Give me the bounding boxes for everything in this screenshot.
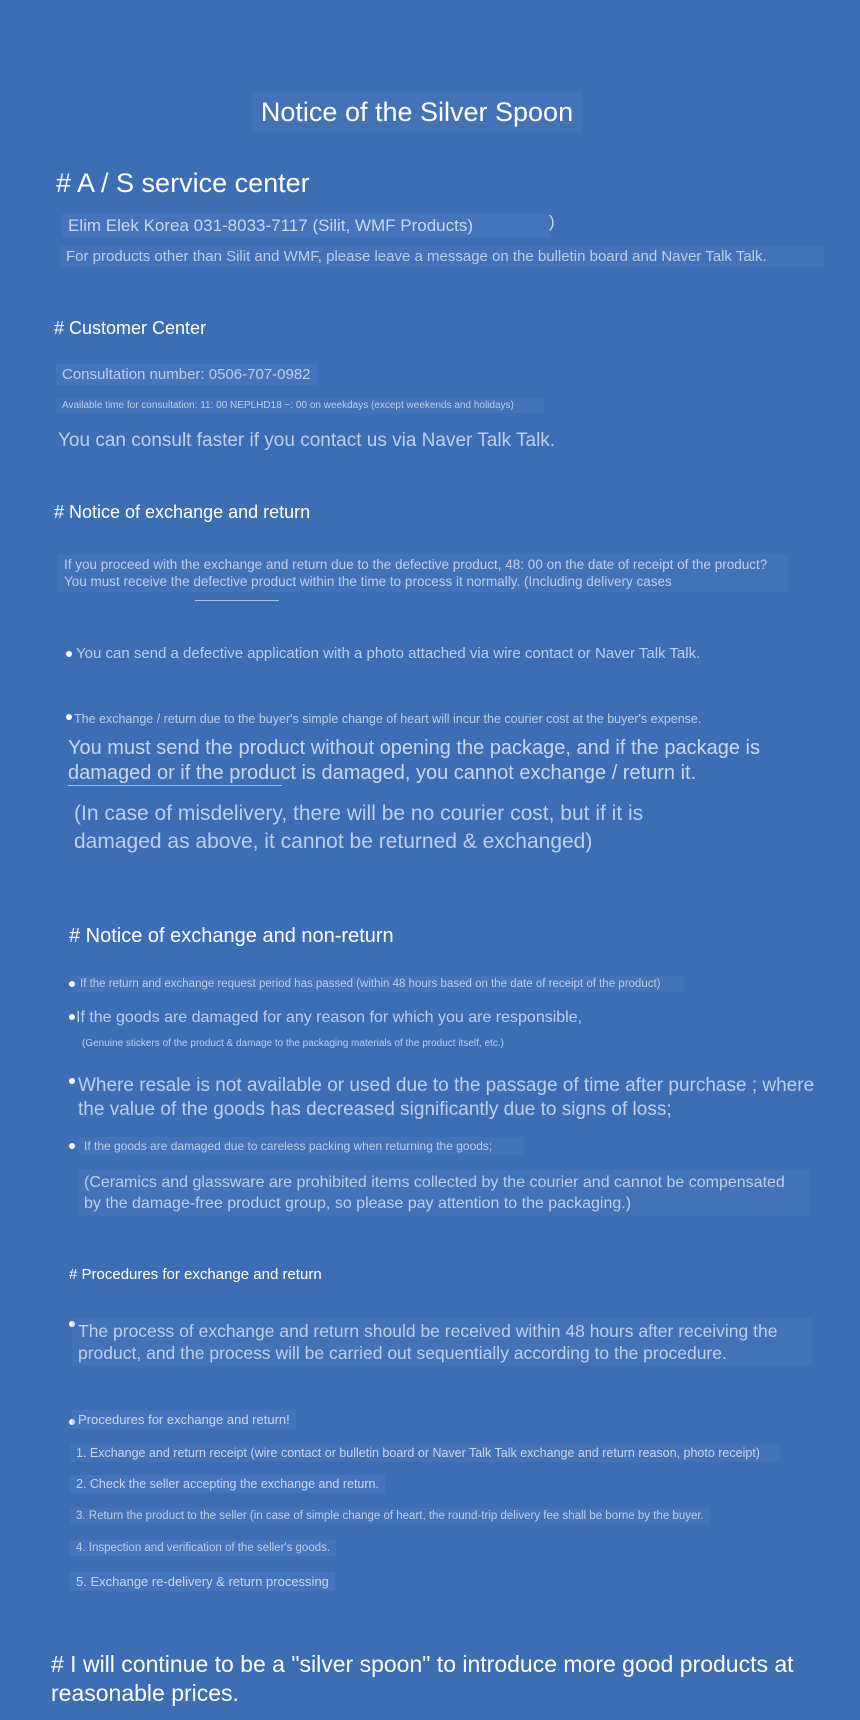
bullet-icon <box>69 1143 75 1149</box>
non-return-heading: # Notice of exchange and non-return <box>69 925 394 947</box>
procedure-step: 4. Inspection and verification of the seller's goods. <box>70 1540 336 1556</box>
page-title: Notice of the Silver Spoon <box>252 92 582 132</box>
procedures-intro: The process of exchange and return should be received within 48 hours after receiving the product, and the process will be carried out sequentially according to the procedure. <box>72 1318 812 1366</box>
non-return-item-resale: Where resale is not available or used due to the passage of time after purchase ; where the value of the goods has decreased significantly due to signs of loss; <box>78 1075 815 1120</box>
procedure-step: 5. Exchange re-delivery & return processing <box>70 1572 335 1591</box>
procedure-step: 1. Exchange and return receipt (wire contact or bulletin board or Naver Talk Talk exchange and return reason, photo receipt) <box>70 1444 780 1462</box>
non-return-item-packing-note: (Ceramics and glassware are prohibited items collected by the courier and cannot be compensated by the damage-free product group, so please pay attention to the packaging.) <box>78 1170 810 1216</box>
procedure-step: 2. Check the seller accepting the exchange and return. <box>70 1475 385 1493</box>
exchange-return-heading: # Notice of exchange and return <box>54 502 311 522</box>
warning-underline <box>68 785 282 786</box>
as-center-heading: # A / S service center <box>56 168 310 198</box>
non-return-item-damaged: If the goods are damaged for any reason for which you are responsible, <box>76 1009 583 1026</box>
as-center-note: For products other than Silit and WMF, please leave a message on the bulletin board and Naver Talk Talk. <box>60 246 824 267</box>
bullet-icon <box>69 1078 75 1084</box>
as-center-phone: Elim Elek Korea 031-8033-7117 (Silit, WMF Products) <box>62 214 550 238</box>
paragraph-underline <box>195 600 279 601</box>
exchange-bullet-photo: You can send a defective application with a photo attached via wire contact or Naver Talk Talk. <box>76 645 701 662</box>
exchange-warning: You must send the product without opening the package, and if the package is damaged or if the product is damaged, you cannot exchange / return it. <box>68 737 760 784</box>
bullet-icon <box>66 651 72 657</box>
exchange-bullet-change-of-heart: The exchange / return due to the buyer's simple change of heart will incur the courier cost at the buyer's expense. <box>74 712 702 726</box>
closing-statement: # I will continue to be a "silver spoon" to introduce more good products at reasonable prices. <box>51 1651 794 1706</box>
non-return-item-packing: If the goods are damaged due to careless packing when returning the goods; <box>78 1137 524 1155</box>
misdelivery-note: (In case of misdelivery, there will be no courier cost, but if it is damaged as above, it cannot be returned & exchanged) <box>74 802 644 853</box>
non-return-item-damaged-note: (Genuine stickers of the product & damage to the packaging materials of the product itself, etc.) <box>82 1038 504 1049</box>
non-return-item-period: If the return and exchange request period has passed (within 48 hours based on the date of receipt of the product) <box>74 976 684 992</box>
procedures-heading: # Procedures for exchange and return <box>69 1266 322 1283</box>
customer-center-heading: # Customer Center <box>54 318 207 338</box>
exchange-return-paragraph: If you proceed with the exchange and return due to the defective product, 48: 00 on the date of receipt of the product? You must receive the defective product within the time to process it normally. (Including delivery cases <box>58 554 788 592</box>
consultation-hours: Available time for consultation: 11: 00 NEPLHD18 ~: 00 on weekdays (except weekends and holidays) <box>56 398 544 413</box>
consultation-tip: You can consult faster if you contact us via Naver Talk Talk. <box>58 430 556 451</box>
procedure-step: 3. Return the product to the seller (in case of simple change of heart, the round-trip delivery fee shall be borne by the buyer. <box>70 1508 710 1524</box>
bullet-icon <box>66 714 72 720</box>
procedures-sub-heading: Procedures for exchange and return! <box>72 1410 296 1429</box>
bullet-icon <box>69 1014 75 1020</box>
as-center-phone-trail: ) <box>549 212 555 231</box>
consultation-number: Consultation number: 0506-707-0982 <box>56 364 317 385</box>
